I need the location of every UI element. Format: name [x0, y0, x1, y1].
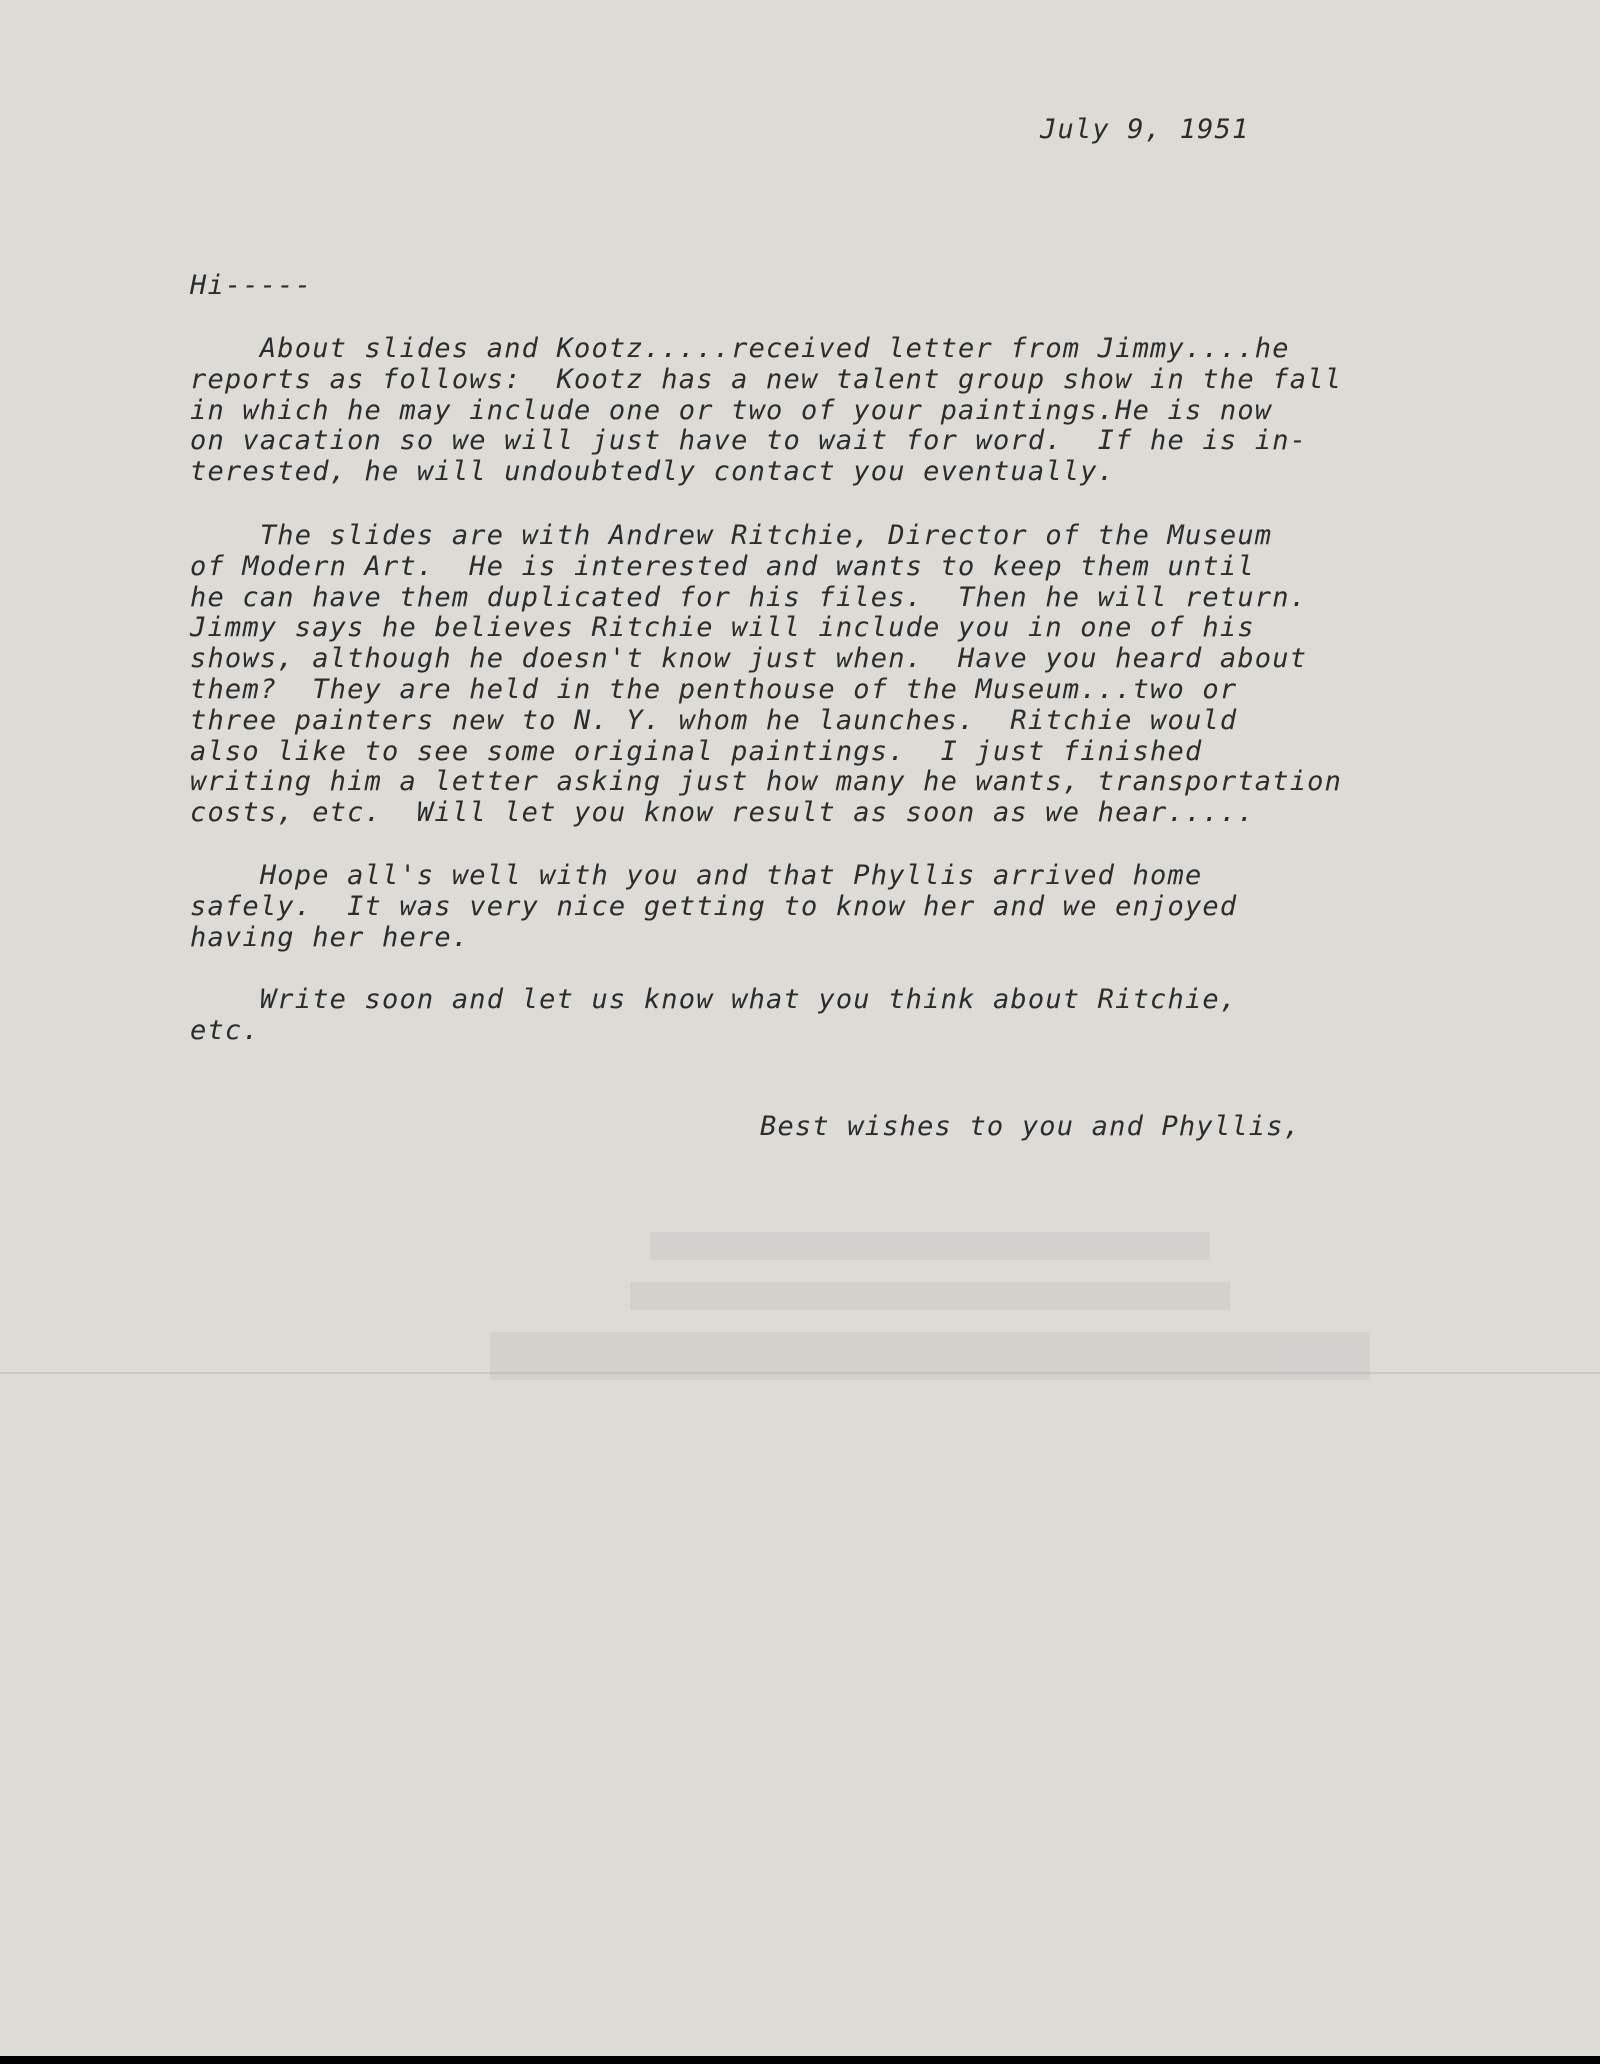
closing: Best wishes to you and Phyllis, [760, 1111, 1302, 1142]
paragraph-write-soon: Write soon and let us know what you think about Ritchie, etc. [190, 984, 1238, 1046]
paragraph-ritchie: The slides are with Andrew Ritchie, Director of the Museum of Modern Art. He is interested and wants to keep them until he can have them duplicated for his files. Then he will return. Jimmy says he believes Ritchie will include you in one of his shows, although he doesn't know just when. Have you heard about them? They are held in the penthouse of the Museum...two or three painters new to N. Y. whom he launches. Ritchie would also like to see some original paintings. I just finished writing him a letter asking just how many he wants, transportation costs, etc. Will let you know result as soon as we hear..... [190, 520, 1343, 829]
paragraph-kootz: About slides and Kootz.....received letter from Jimmy....he reports as follows: Kootz has a new talent group show in the fall in which he may include one or two of your paintings.He is now on vacation so we will just have to wait for word. If he is in- terested, he will undoubtedly contact you eventually. [190, 333, 1343, 488]
letter-date: July 9, 1951 [1040, 114, 1250, 145]
paragraph-phyllis: Hope all's well with you and that Phyllis arrived home safely. It was very nice getting to know her and we enjoyed having her here. [190, 860, 1238, 953]
letterhead-bleed-through [480, 1210, 1380, 1510]
salutation: Hi----- [190, 270, 313, 301]
